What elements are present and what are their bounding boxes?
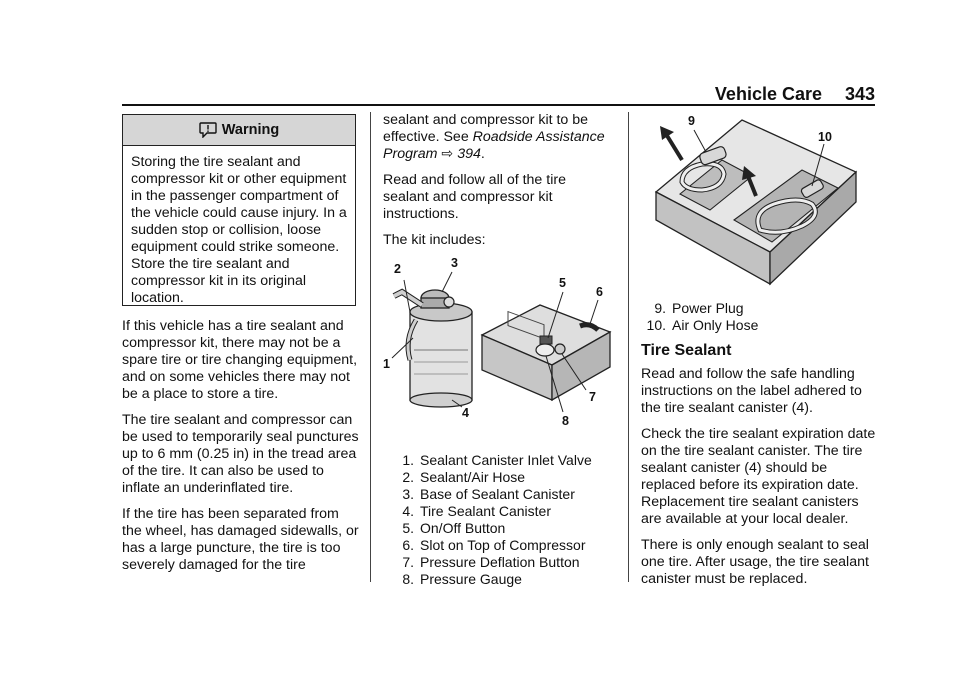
paragraph: Check the tire sealant expiration date on the tire sealant canister. The tire sealant canister (4) should be replaced before its expiration date. Replacement tire sealant canisters are available at your local dealer. bbox=[641, 426, 876, 527]
warning-box bbox=[122, 114, 356, 306]
callout-4: 4 bbox=[462, 406, 469, 420]
paragraph: If the tire has been separated from the wheel, has damaged sidewalls, or has a large puncture, the tire is too severely damaged for the tire bbox=[122, 506, 359, 573]
list-item: 6. Slot on Top of Compressor bbox=[402, 537, 586, 553]
callout-1: 1 bbox=[383, 357, 390, 371]
sealant-kit-illustration bbox=[380, 250, 620, 440]
paragraph-text: sealant and compressor kit to be effective. See bbox=[383, 112, 589, 145]
warning-title: Warning bbox=[221, 122, 280, 138]
header-rule bbox=[122, 104, 875, 106]
list-item: 10. Air Only Hose bbox=[646, 317, 759, 333]
column-separator-1 bbox=[370, 112, 371, 582]
warning-text: Storing the tire sealant and compressor kit or other equipment in the passenger compartment of the vehicle could cause injury. In a sudden stop or collision, loose equipment could strike someone. Store the tire sealant and compressor kit in its original location. bbox=[131, 154, 347, 306]
callout-6: 6 bbox=[596, 285, 603, 299]
warning-speech-icon bbox=[199, 122, 217, 138]
callout-5: 5 bbox=[559, 276, 566, 290]
callout-3: 3 bbox=[451, 256, 458, 270]
paragraph: The kit includes: bbox=[383, 232, 486, 248]
warning-header bbox=[123, 115, 355, 146]
list-item: 7. Pressure Deflation Button bbox=[402, 554, 580, 570]
compressor-items-list bbox=[643, 300, 758, 334]
kit-items-list bbox=[391, 452, 592, 588]
list-item: 1. Sealant Canister Inlet Valve bbox=[402, 452, 592, 468]
paragraph: Read and follow all of the tire sealant and compressor kit instructions. bbox=[383, 172, 566, 222]
column-separator-2 bbox=[628, 112, 629, 582]
column-1 bbox=[122, 318, 362, 583]
list-item: 9. Power Plug bbox=[654, 300, 744, 316]
paragraph: The tire sealant and compressor can be used to temporarily seal punctures up to 6 mm (0.25 in) in the tread area of the tire. It can also be used to inflate an underinflated tire. bbox=[122, 412, 359, 496]
page-number: 343 bbox=[844, 84, 875, 104]
section-heading: Tire Sealant bbox=[641, 342, 732, 359]
callout-2: 2 bbox=[394, 262, 401, 276]
paragraph bbox=[383, 112, 615, 163]
list-item: 4. Tire Sealant Canister bbox=[402, 503, 551, 519]
section-title: Vehicle Care bbox=[714, 84, 822, 104]
callout-8: 8 bbox=[562, 414, 569, 428]
list-item: 8. Pressure Gauge bbox=[402, 571, 522, 587]
list-item: 5. On/Off Button bbox=[402, 520, 506, 536]
paragraph: If this vehicle has a tire sealant and compressor kit, there may not be a spare tire or tire changing equipment, and on some vehicles there may not be a place to store a tire. bbox=[122, 318, 358, 402]
list-item: 3. Base of Sealant Canister bbox=[402, 486, 575, 502]
list-item: 2. Sealant/Air Hose bbox=[402, 469, 526, 485]
page-reference[interactable]: 394 bbox=[457, 146, 481, 162]
column-3 bbox=[641, 342, 881, 597]
paragraph: Read and follow the safe handling instructions on the label adhered to the tire sealant canister (4). bbox=[641, 366, 862, 416]
callout-7: 7 bbox=[589, 390, 596, 404]
paragraph-text: . bbox=[480, 146, 485, 162]
callout-9: 9 bbox=[688, 114, 695, 128]
roadside-assistance-link[interactable]: Roadside Assistance Program bbox=[383, 129, 605, 162]
paragraph: There is only enough sealant to seal one tire. After usage, the tire sealant canister must be replaced. bbox=[641, 537, 869, 587]
page-reference-icon: ⇨ bbox=[441, 146, 454, 162]
column-2 bbox=[383, 112, 615, 258]
callout-10: 10 bbox=[818, 130, 832, 144]
